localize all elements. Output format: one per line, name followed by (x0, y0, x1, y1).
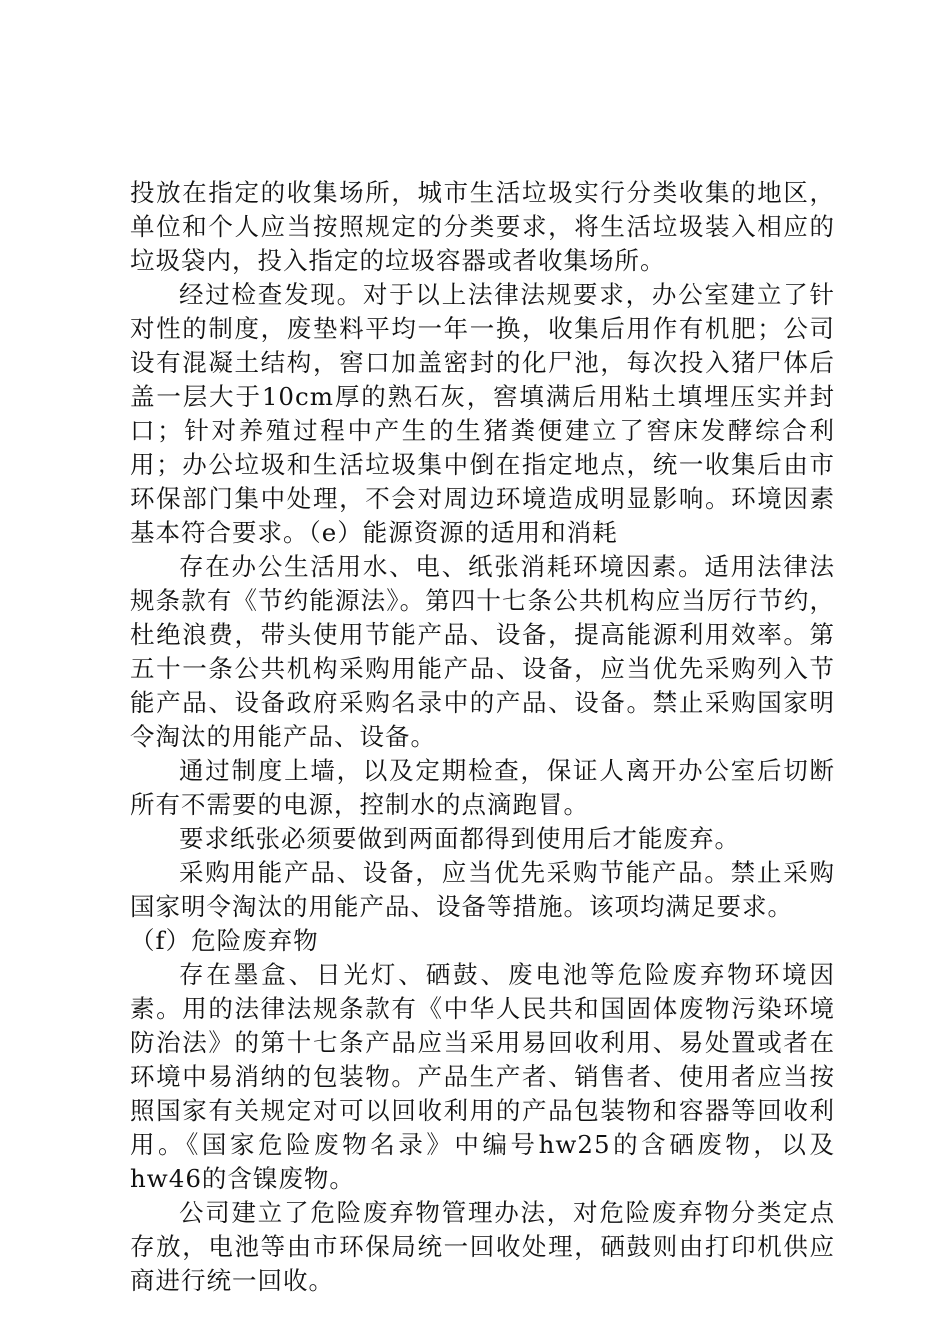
paragraph-hazardous-waste-factors: 存在墨盒、日光灯、硒鼓、废电池等危险废弃物环境因素。用的法律法规条款有《中华人民共和国固体废物污染环境防治法》的第十七条产品应当采用易回收利用、易处置或者在环境中易消纳的包装物。产品生产者、销售者、使用者应当按照国家有关规定对可以回收利用的产品包装物和容器等回收利用。《国家危险废物名录》中编号hw25的含硒废物，以及hw46的含镍废物。 (130, 960, 835, 1193)
paragraph-power-control: 通过制度上墙，以及定期检查，保证人离开办公室后切断所有不需要的电源，控制水的点滴跑冒。 (130, 756, 835, 819)
paragraph-garbage-collection: 投放在指定的收集场所，城市生活垃圾实行分类收集的地区，单位和个人应当按照规定的分类要求，将生活垃圾装入相应的垃圾袋内，投入指定的垃圾容器或者收集场所。 (130, 178, 835, 275)
paragraph-energy-consumption: 存在办公生活用水、电、纸张消耗环境因素。适用法律法规条款有《节约能源法》。第四十七条公共机构应当厉行节约，杜绝浪费，带头使用节能产品、设备，提高能源利用效率。第五十一条公共机构采购用能产品、设备，应当优先采购列入节能产品、设备政府采购名录中的产品、设备。禁止采购国家明令淘汰的用能产品、设备。 (130, 552, 835, 751)
paragraph-inspection-findings: 经过检查发现。对于以上法律法规要求，办公室建立了针对性的制度，废垫料平均一年一换，收集后用作有机肥；公司设有混凝土结构，窖口加盖密封的化尸池，每次投入猪尸体后盖一层大于10cm厚的熟石灰，窖填满后用粘土填埋压实并封口；针对养殖过程中产生的生猪粪便建立了窖床发酵综合利用；办公垃圾和生活垃圾集中倒在指定地点，统一收集后由市环保部门集中处理，不会对周边环境造成明显影响。环境因素基本符合要求。（e）能源资源的适用和消耗 (130, 280, 835, 547)
document-page (130, 176, 835, 1298)
paragraph-paper-usage: 要求纸张必须要做到两面都得到使用后才能废弃。 (179, 824, 740, 853)
section-heading-hazardous-waste: （f）危险废弃物 (130, 926, 319, 955)
paragraph-procurement: 采购用能产品、设备，应当优先采购节能产品。禁止采购国家明令淘汰的用能产品、设备等措施。该项均满足要求。 (130, 858, 835, 921)
paragraph-hazardous-waste-management: 公司建立了危险废弃物管理办法，对危险废弃物分类定点存放，电池等由市环保局统一回收处理，硒鼓则由打印机供应商进行统一回收。 (130, 1198, 835, 1295)
